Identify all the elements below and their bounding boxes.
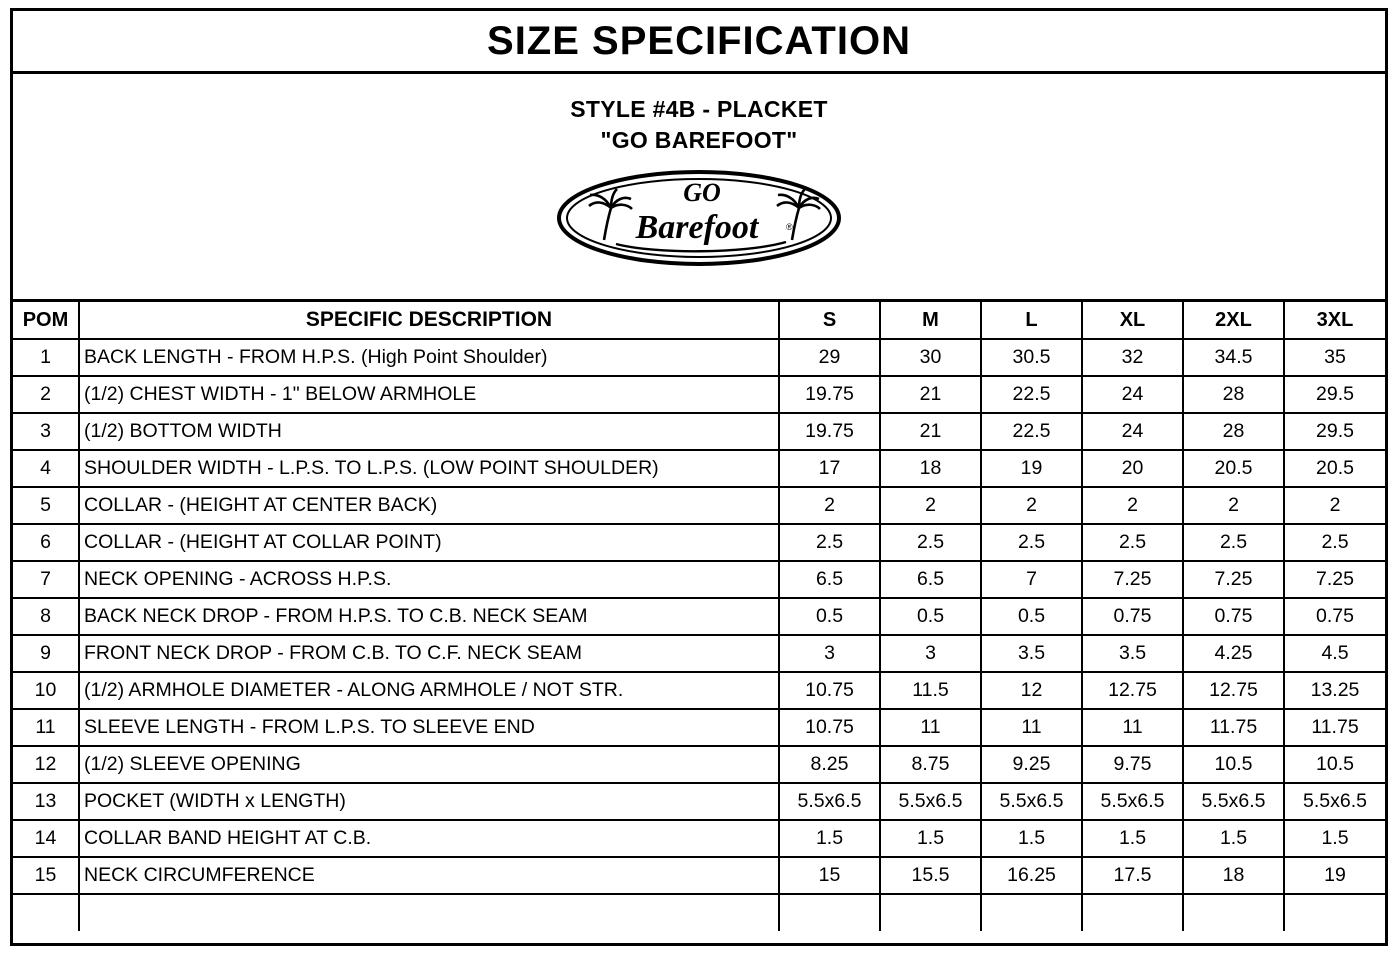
table-row bbox=[13, 339, 1385, 376]
cell-measurement-l: 22.5 bbox=[981, 413, 1082, 450]
table-row bbox=[13, 376, 1385, 413]
table-row bbox=[13, 524, 1385, 561]
cell-measurement-2xl: 34.5 bbox=[1183, 339, 1284, 376]
go-barefoot-logo bbox=[554, 168, 844, 273]
cell-pom: 15 bbox=[13, 857, 79, 894]
cell-measurement-3xl: 29.5 bbox=[1284, 413, 1385, 450]
table-row bbox=[13, 561, 1385, 598]
cell-pom: 10 bbox=[13, 672, 79, 709]
logo-trademark: ® bbox=[786, 222, 793, 232]
cell-measurement-m: 2.5 bbox=[880, 524, 981, 561]
title-row bbox=[13, 11, 1385, 74]
cell-measurement-3xl: 35 bbox=[1284, 339, 1385, 376]
cell-pom: 9 bbox=[13, 635, 79, 672]
cell-description bbox=[79, 894, 779, 931]
cell-pom: 6 bbox=[13, 524, 79, 561]
column-header-size-m: M bbox=[880, 302, 981, 339]
table-row bbox=[13, 783, 1385, 820]
table-row bbox=[13, 709, 1385, 746]
cell-measurement-xl bbox=[1082, 894, 1183, 931]
cell-pom: 8 bbox=[13, 598, 79, 635]
cell-measurement-s: 8.25 bbox=[779, 746, 880, 783]
cell-description: FRONT NECK DROP - FROM C.B. TO C.F. NECK SEAM bbox=[79, 635, 779, 672]
table-row bbox=[13, 746, 1385, 783]
cell-measurement-xl: 32 bbox=[1082, 339, 1183, 376]
cell-measurement-s: 5.5x6.5 bbox=[779, 783, 880, 820]
cell-measurement-m: 15.5 bbox=[880, 857, 981, 894]
cell-measurement-l: 9.25 bbox=[981, 746, 1082, 783]
cell-description: BACK LENGTH - FROM H.P.S. (High Point Shoulder) bbox=[79, 339, 779, 376]
table-row bbox=[13, 672, 1385, 709]
cell-measurement-2xl: 18 bbox=[1183, 857, 1284, 894]
cell-measurement-s: 0.5 bbox=[779, 598, 880, 635]
cell-measurement-s: 10.75 bbox=[779, 672, 880, 709]
cell-measurement-l: 22.5 bbox=[981, 376, 1082, 413]
logo-word-top: GO bbox=[683, 178, 721, 207]
cell-description: BACK NECK DROP - FROM H.P.S. TO C.B. NECK SEAM bbox=[79, 598, 779, 635]
cell-measurement-l: 19 bbox=[981, 450, 1082, 487]
cell-pom: 12 bbox=[13, 746, 79, 783]
cell-description: (1/2) ARMHOLE DIAMETER - ALONG ARMHOLE / NOT STR. bbox=[79, 672, 779, 709]
style-label: STYLE #4B - PLACKET bbox=[570, 96, 828, 122]
cell-measurement-l: 7 bbox=[981, 561, 1082, 598]
table-row bbox=[13, 450, 1385, 487]
cell-pom: 1 bbox=[13, 339, 79, 376]
cell-measurement-2xl: 4.25 bbox=[1183, 635, 1284, 672]
cell-measurement-2xl bbox=[1183, 894, 1284, 931]
table-row bbox=[13, 598, 1385, 635]
cell-measurement-2xl: 28 bbox=[1183, 376, 1284, 413]
cell-measurement-m: 11.5 bbox=[880, 672, 981, 709]
cell-measurement-3xl bbox=[1284, 894, 1385, 931]
column-header-description: SPECIFIC DESCRIPTION bbox=[79, 302, 779, 339]
document-frame bbox=[10, 8, 1388, 946]
column-header-size-xl: XL bbox=[1082, 302, 1183, 339]
cell-measurement-s: 29 bbox=[779, 339, 880, 376]
cell-measurement-3xl: 4.5 bbox=[1284, 635, 1385, 672]
cell-measurement-m: 6.5 bbox=[880, 561, 981, 598]
cell-measurement-3xl: 0.75 bbox=[1284, 598, 1385, 635]
cell-pom bbox=[13, 894, 79, 931]
cell-description: SLEEVE LENGTH - FROM L.P.S. TO SLEEVE END bbox=[79, 709, 779, 746]
table-body bbox=[13, 339, 1385, 931]
cell-measurement-xl: 9.75 bbox=[1082, 746, 1183, 783]
cell-pom: 4 bbox=[13, 450, 79, 487]
cell-measurement-2xl: 2 bbox=[1183, 487, 1284, 524]
cell-measurement-m: 8.75 bbox=[880, 746, 981, 783]
cell-measurement-s: 19.75 bbox=[779, 413, 880, 450]
cell-measurement-s: 1.5 bbox=[779, 820, 880, 857]
cell-measurement-l: 2.5 bbox=[981, 524, 1082, 561]
column-header-size-l: L bbox=[981, 302, 1082, 339]
size-spec-table bbox=[13, 302, 1385, 931]
cell-measurement-s: 2 bbox=[779, 487, 880, 524]
cell-measurement-m: 21 bbox=[880, 376, 981, 413]
cell-measurement-3xl: 1.5 bbox=[1284, 820, 1385, 857]
column-header-size-3xl: 3XL bbox=[1284, 302, 1385, 339]
table-row bbox=[13, 857, 1385, 894]
cell-description: COLLAR BAND HEIGHT AT C.B. bbox=[79, 820, 779, 857]
cell-measurement-2xl: 5.5x6.5 bbox=[1183, 783, 1284, 820]
cell-measurement-xl: 20 bbox=[1082, 450, 1183, 487]
page-title: SIZE SPECIFICATION bbox=[487, 18, 911, 63]
cell-measurement-s: 19.75 bbox=[779, 376, 880, 413]
cell-measurement-3xl: 13.25 bbox=[1284, 672, 1385, 709]
cell-measurement-xl: 7.25 bbox=[1082, 561, 1183, 598]
cell-measurement-s: 3 bbox=[779, 635, 880, 672]
cell-measurement-xl: 5.5x6.5 bbox=[1082, 783, 1183, 820]
logo-graphic bbox=[554, 168, 844, 268]
cell-measurement-l: 16.25 bbox=[981, 857, 1082, 894]
cell-measurement-3xl: 19 bbox=[1284, 857, 1385, 894]
cell-measurement-2xl: 10.5 bbox=[1183, 746, 1284, 783]
cell-measurement-m: 2 bbox=[880, 487, 981, 524]
column-header-pom: POM bbox=[13, 302, 79, 339]
cell-measurement-l: 3.5 bbox=[981, 635, 1082, 672]
cell-measurement-3xl: 29.5 bbox=[1284, 376, 1385, 413]
cell-pom: 11 bbox=[13, 709, 79, 746]
cell-measurement-l: 0.5 bbox=[981, 598, 1082, 635]
column-header-size-2xl: 2XL bbox=[1183, 302, 1284, 339]
cell-measurement-s: 2.5 bbox=[779, 524, 880, 561]
cell-description: NECK CIRCUMFERENCE bbox=[79, 857, 779, 894]
cell-measurement-s bbox=[779, 894, 880, 931]
cell-measurement-s: 6.5 bbox=[779, 561, 880, 598]
cell-measurement-2xl: 20.5 bbox=[1183, 450, 1284, 487]
cell-measurement-3xl: 20.5 bbox=[1284, 450, 1385, 487]
cell-description: (1/2) BOTTOM WIDTH bbox=[79, 413, 779, 450]
header-block bbox=[13, 74, 1385, 302]
cell-measurement-xl: 2 bbox=[1082, 487, 1183, 524]
cell-measurement-s: 17 bbox=[779, 450, 880, 487]
cell-measurement-3xl: 2.5 bbox=[1284, 524, 1385, 561]
table-row bbox=[13, 635, 1385, 672]
cell-measurement-xl: 0.75 bbox=[1082, 598, 1183, 635]
cell-description: (1/2) CHEST WIDTH - 1" BELOW ARMHOLE bbox=[79, 376, 779, 413]
cell-measurement-2xl: 1.5 bbox=[1183, 820, 1284, 857]
table-row bbox=[13, 413, 1385, 450]
cell-measurement-2xl: 7.25 bbox=[1183, 561, 1284, 598]
cell-measurement-xl: 17.5 bbox=[1082, 857, 1183, 894]
table-row bbox=[13, 820, 1385, 857]
cell-measurement-m: 11 bbox=[880, 709, 981, 746]
cell-measurement-2xl: 2.5 bbox=[1183, 524, 1284, 561]
cell-pom: 13 bbox=[13, 783, 79, 820]
cell-measurement-m: 30 bbox=[880, 339, 981, 376]
cell-measurement-m bbox=[880, 894, 981, 931]
cell-measurement-3xl: 11.75 bbox=[1284, 709, 1385, 746]
cell-measurement-l: 30.5 bbox=[981, 339, 1082, 376]
cell-measurement-s: 10.75 bbox=[779, 709, 880, 746]
cell-description: COLLAR - (HEIGHT AT COLLAR POINT) bbox=[79, 524, 779, 561]
cell-pom: 14 bbox=[13, 820, 79, 857]
cell-measurement-xl: 1.5 bbox=[1082, 820, 1183, 857]
cell-description: SHOULDER WIDTH - L.P.S. TO L.P.S. (LOW POINT SHOULDER) bbox=[79, 450, 779, 487]
cell-measurement-xl: 24 bbox=[1082, 413, 1183, 450]
cell-measurement-s: 15 bbox=[779, 857, 880, 894]
cell-pom: 3 bbox=[13, 413, 79, 450]
table-header-row bbox=[13, 302, 1385, 339]
cell-measurement-l: 11 bbox=[981, 709, 1082, 746]
cell-description: POCKET (WIDTH x LENGTH) bbox=[79, 783, 779, 820]
cell-measurement-xl: 2.5 bbox=[1082, 524, 1183, 561]
logo-word-main: Barefoot bbox=[635, 209, 759, 246]
cell-measurement-3xl: 2 bbox=[1284, 487, 1385, 524]
table-row bbox=[13, 487, 1385, 524]
table-row bbox=[13, 894, 1385, 931]
cell-measurement-xl: 3.5 bbox=[1082, 635, 1183, 672]
cell-description: (1/2) SLEEVE OPENING bbox=[79, 746, 779, 783]
cell-measurement-xl: 12.75 bbox=[1082, 672, 1183, 709]
cell-measurement-2xl: 0.75 bbox=[1183, 598, 1284, 635]
cell-measurement-2xl: 28 bbox=[1183, 413, 1284, 450]
cell-measurement-l bbox=[981, 894, 1082, 931]
cell-measurement-xl: 24 bbox=[1082, 376, 1183, 413]
cell-measurement-m: 3 bbox=[880, 635, 981, 672]
cell-measurement-m: 1.5 bbox=[880, 820, 981, 857]
cell-description: NECK OPENING - ACROSS H.P.S. bbox=[79, 561, 779, 598]
cell-measurement-3xl: 10.5 bbox=[1284, 746, 1385, 783]
cell-measurement-3xl: 5.5x6.5 bbox=[1284, 783, 1385, 820]
cell-measurement-3xl: 7.25 bbox=[1284, 561, 1385, 598]
cell-measurement-2xl: 11.75 bbox=[1183, 709, 1284, 746]
cell-measurement-l: 12 bbox=[981, 672, 1082, 709]
brand-label: "GO BAREFOOT" bbox=[600, 127, 798, 153]
cell-measurement-l: 1.5 bbox=[981, 820, 1082, 857]
cell-measurement-m: 5.5x6.5 bbox=[880, 783, 981, 820]
cell-description: COLLAR - (HEIGHT AT CENTER BACK) bbox=[79, 487, 779, 524]
cell-measurement-m: 0.5 bbox=[880, 598, 981, 635]
cell-pom: 2 bbox=[13, 376, 79, 413]
cell-measurement-l: 2 bbox=[981, 487, 1082, 524]
cell-pom: 7 bbox=[13, 561, 79, 598]
cell-pom: 5 bbox=[13, 487, 79, 524]
cell-measurement-xl: 11 bbox=[1082, 709, 1183, 746]
cell-measurement-l: 5.5x6.5 bbox=[981, 783, 1082, 820]
cell-measurement-m: 21 bbox=[880, 413, 981, 450]
cell-measurement-m: 18 bbox=[880, 450, 981, 487]
cell-measurement-2xl: 12.75 bbox=[1183, 672, 1284, 709]
column-header-size-s: S bbox=[779, 302, 880, 339]
